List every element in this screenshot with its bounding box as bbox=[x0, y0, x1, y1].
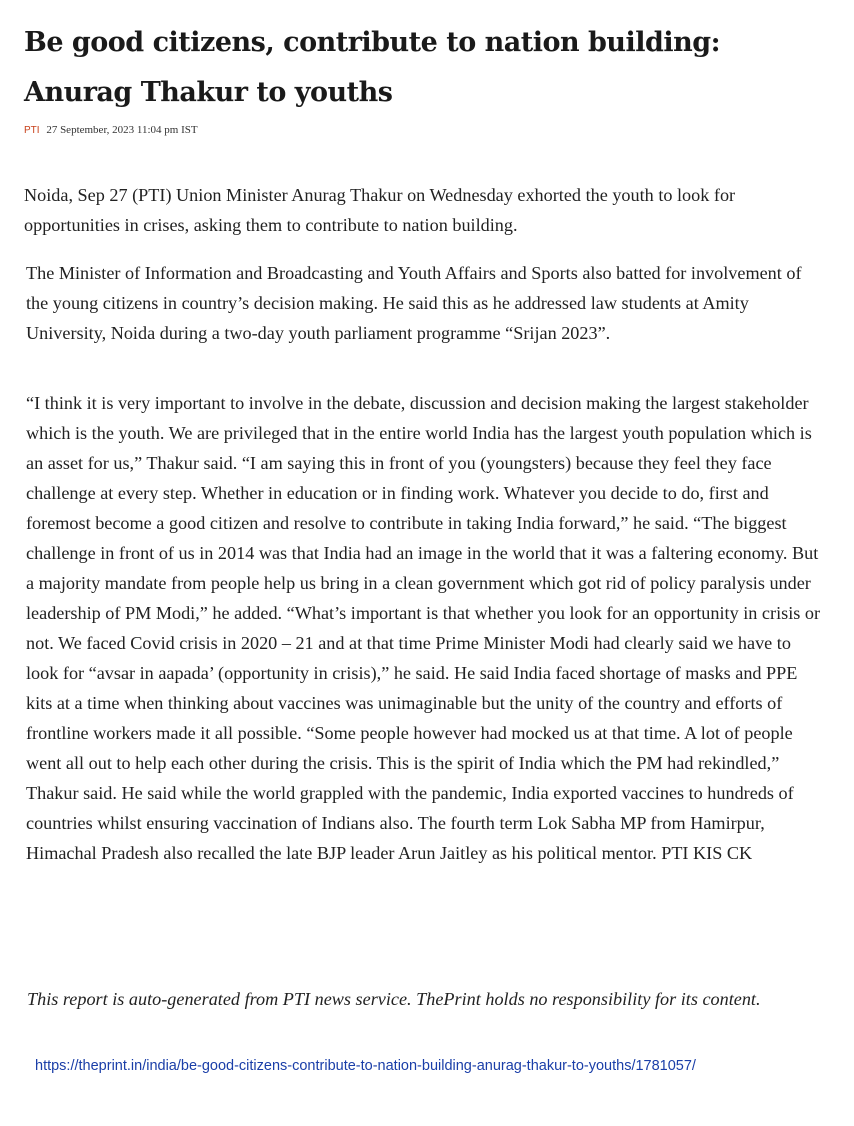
disclaimer-note: This report is auto-generated from PTI news service. ThePrint holds no responsibility for its content. bbox=[27, 989, 761, 1009]
author-name[interactable]: PTI bbox=[24, 125, 40, 136]
article-paragraph: The Minister of Information and Broadcasting and Youth Affairs and Sports also batted for involvement of the young citizens in country’s decision making. He said this as he addressed law students at Amity University, Noida during a two-day youth parliament programme “Srijan 2023”. bbox=[26, 263, 802, 343]
article bbox=[24, 18, 824, 1074]
source-url-link[interactable]: https://theprint.in/india/be-good-citizens-contribute-to-nation-building-anurag-thakur-to-youths/1781057/ bbox=[35, 1058, 696, 1074]
byline bbox=[24, 124, 824, 140]
publish-date: 27 September, 2023 11:04 pm IST bbox=[46, 124, 198, 136]
article-paragraph: Noida, Sep 27 (PTI) Union Minister Anurag Thakur on Wednesday exhorted the youth to look for opportunities in crises, asking them to contribute to nation building. bbox=[24, 185, 736, 235]
article-headline: Be good citizens, contribute to nation building: Anurag Thakur to youths bbox=[24, 27, 721, 108]
article-paragraph: “I think it is very important to involve in the debate, discussion and decision making the largest stakeholder which is the youth. We are privileged that in the entire world India has the largest youth population which is an asset for us,” Thakur said. “I am saying this in front of you (youngsters) because they feel they face challenge at every step. Whether in education or in finding work. Whatever you decide to do, first and foremost become a good citizen and resolve to contribute in taking India forward,” he said. “The biggest challenge in front of us in 2014 was that India had an image in the world that it was a faltering economy. But a majority mandate from people help us bring in a clean government which got rid of policy paralysis under leadership of PM Modi,” he added. “What’s important is that whether you look for an opportunity in crisis or not. We faced Covid crisis in 2020 – 21 and at that time Prime Minister Modi had clearly said we have to look for “avsar in aapada’ (opportunity in crisis),” he said. He said India faced shortage of masks and PPE kits at a time when thinking about vaccines was unimaginable but the unity of the country and efforts of frontline workers made it all possible. “Some people however had mocked us at that time. A lot of people went all out to help each other during the crisis. This is the spirit of India which the PM had rekindled,” Thakur said. He said while the world grappled with the pandemic, India exported vaccines to hundreds of countries whilst ensuring vaccination of Indians also. The fourth term Lok Sabha MP from Hamirpur, Himachal Pradesh also recalled the late BJP leader Arun Jaitley as his political mentor. PTI KIS CK bbox=[26, 393, 821, 863]
